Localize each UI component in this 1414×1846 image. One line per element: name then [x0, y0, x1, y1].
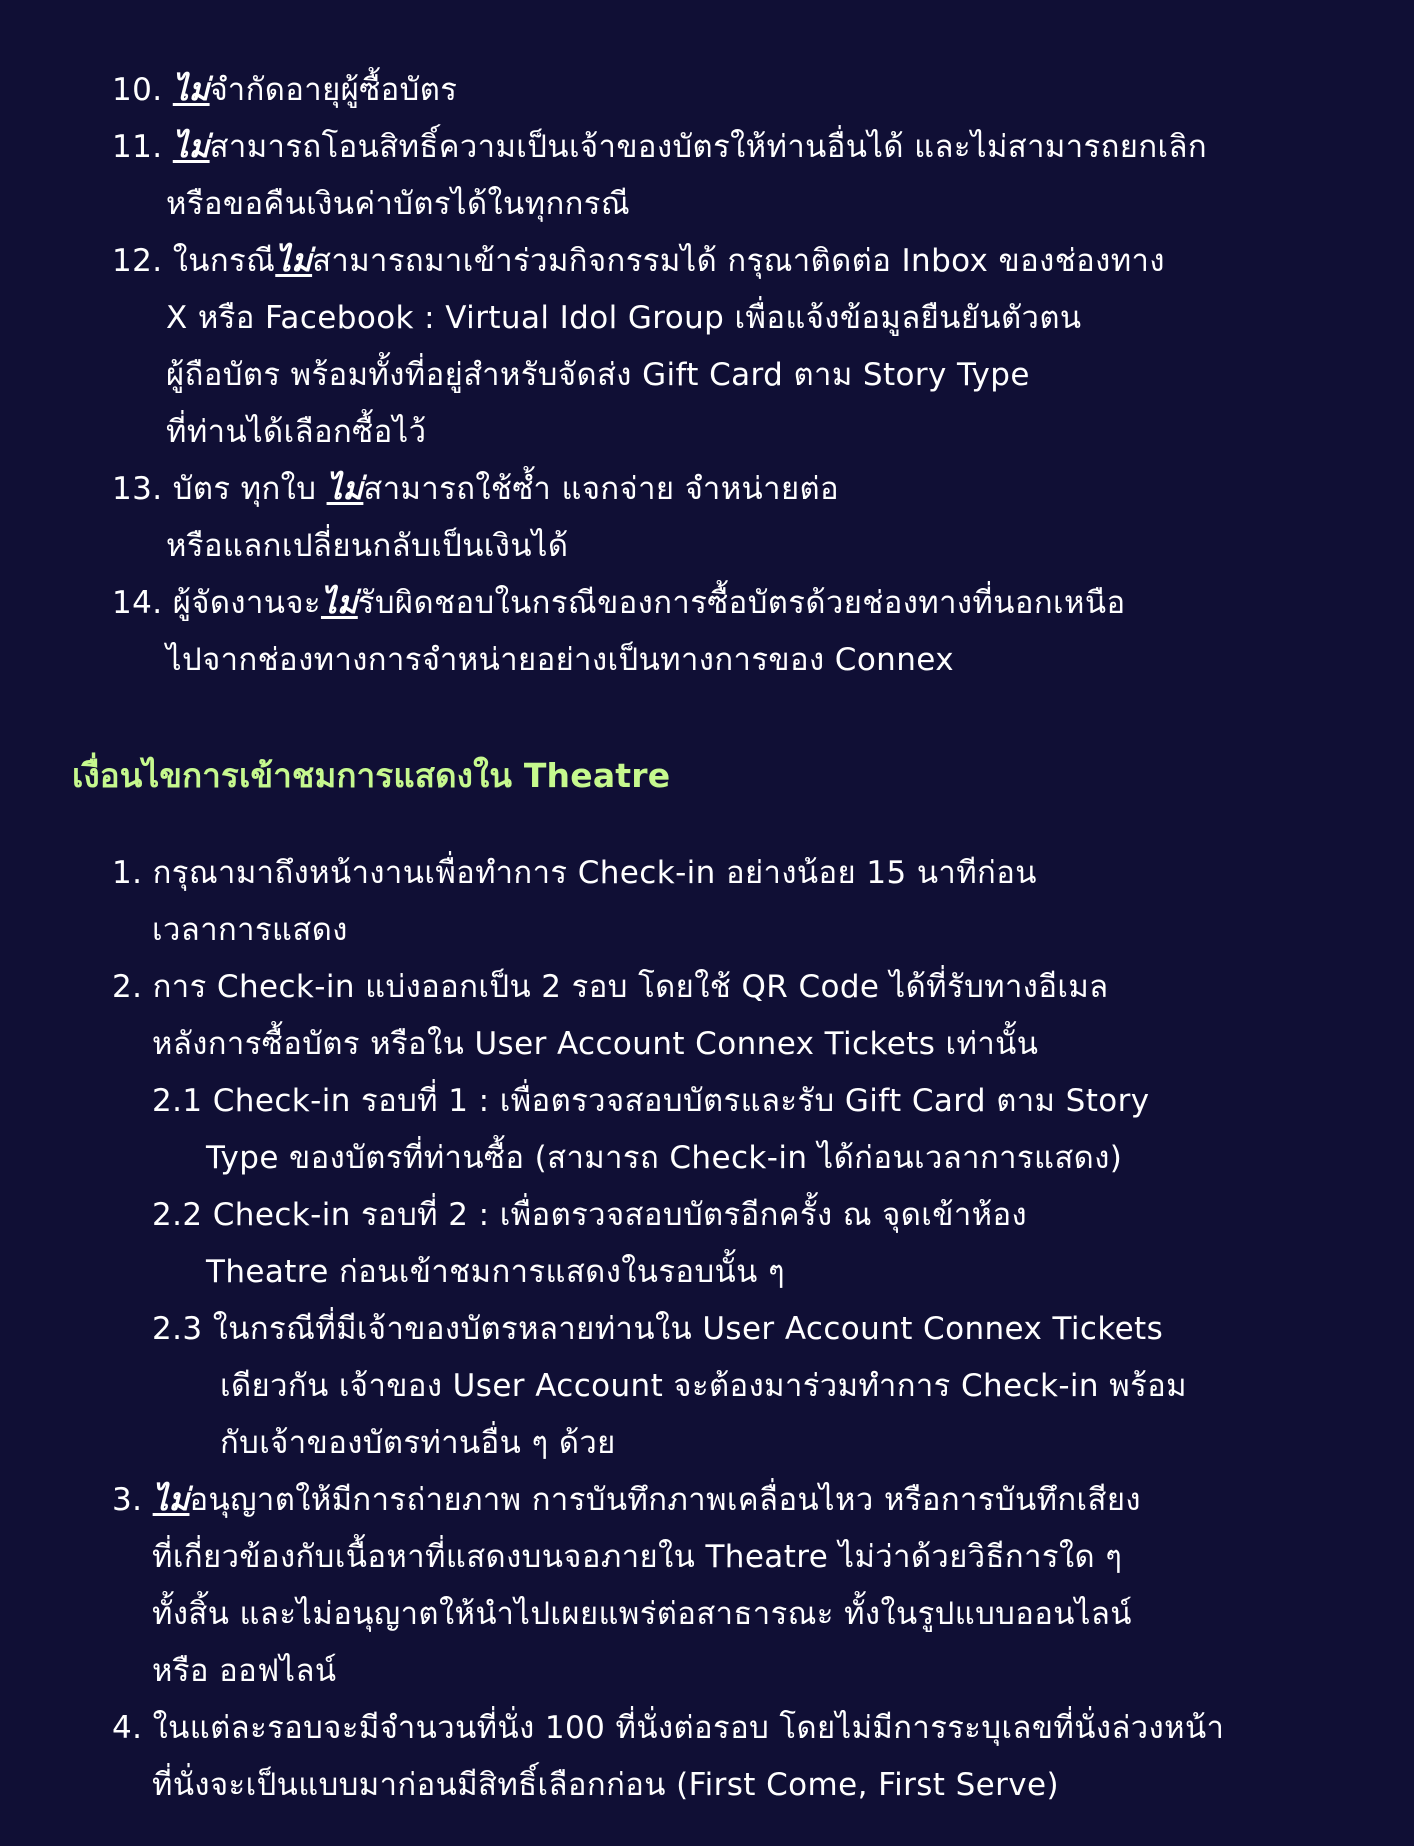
condition-10-number: 10.: [112, 72, 173, 108]
theatre-2-3-line-2: เดียวกัน เจ้าของ User Account จะต้องมาร่วมทำการ Check-in พร้อม: [220, 1368, 1187, 1404]
theatre-2-1-line-1: 2.1 Check-in รอบที่ 1 : เพื่อตรวจสอบบัตรและรับ Gift Card ตาม Story: [152, 1083, 1150, 1119]
theatre-3-line-2: ที่เกี่ยวข้องกับเนื้อหาที่แสดงบนจอภายใน Theatre ไม่ว่าด้วยวิธีการใด ๆ: [152, 1539, 1123, 1575]
condition-12-line-4: ที่ท่านได้เลือกซื้อไว้: [166, 414, 427, 450]
theatre-2-2-line-1: 2.2 Check-in รอบที่ 2 : เพื่อตรวจสอบบัตรอีกครั้ง ณ จุดเข้าห้อง: [152, 1197, 1028, 1233]
theatre-4-line-1: 4. ในแต่ละรอบจะมีจำนวนที่นั่ง 100 ที่นั่งต่อรอบ โดยไม่มีการระบุเลขที่นั่งล่วงหน้า: [112, 1710, 1225, 1746]
condition-12-line-1: [112, 241, 1165, 281]
theatre-1-line-2: เวลาการแสดง: [152, 912, 348, 948]
theatre-2-line-2: หลังการซื้อบัตร หรือใน User Account Connex Tickets เท่านั้น: [152, 1026, 1039, 1062]
condition-13-text: สามารถใช้ซ้ำ แจกจ่าย จำหน่ายต่อ: [363, 471, 840, 507]
emphasis-not: ไม่: [172, 72, 210, 108]
condition-11-number: 11.: [112, 129, 173, 165]
condition-10-line-1: [112, 70, 457, 110]
condition-13-line-1: [112, 469, 839, 509]
theatre-3-number: 3.: [112, 1482, 153, 1518]
condition-14-number: 14. ผู้จัดงานจะ: [112, 585, 321, 621]
theatre-3-line-1: [112, 1480, 1141, 1520]
theatre-3-text: อนุญาตให้มีการถ่ายภาพ การบันทึกภาพเคลื่อนไหว หรือการบันทึกเสียง: [189, 1482, 1141, 1518]
emphasis-not: ไม่: [172, 129, 210, 165]
condition-13-line-2: หรือแลกเปลี่ยนกลับเป็นเงินได้: [166, 528, 569, 564]
theatre-4-line-2: ที่นั่งจะเป็นแบบมาก่อนมีสิทธิ์เลือกก่อน (First Come, First Serve): [152, 1767, 1060, 1803]
condition-14-line-1: [112, 583, 1126, 623]
emphasis-not: ไม่: [275, 243, 313, 279]
condition-12-text: สามารถมาเข้าร่วมกิจกรรมได้ กรุณาติดต่อ Inbox ของช่องทาง: [312, 243, 1165, 279]
condition-12-number: 12. ในกรณี: [112, 243, 276, 279]
condition-10-text: จำกัดอายุผู้ซื้อบัตร: [209, 72, 458, 108]
theatre-3-line-3: ทั้งสิ้น และไม่อนุญาตให้นำไปเผยแพร่ต่อสาธารณะ ทั้งในรูปแบบออนไลน์: [152, 1596, 1132, 1632]
condition-12-line-3: ผู้ถือบัตร พร้อมทั้งที่อยู่สำหรับจัดส่ง Gift Card ตาม Story Type: [166, 357, 1030, 393]
emphasis-not: ไม่: [320, 585, 358, 621]
theatre-2-line-1: 2. การ Check-in แบ่งออกเป็น 2 รอบ โดยใช้ QR Code ได้ที่รับทางอีเมล: [112, 969, 1109, 1005]
theatre-2-1-line-2: Type ของบัตรที่ท่านซื้อ (สามารถ Check-in ได้ก่อนเวลาการแสดง): [206, 1140, 1123, 1176]
condition-13-number: 13. บัตร ทุกใบ: [112, 471, 327, 507]
theatre-2-3-line-3: กับเจ้าของบัตรท่านอื่น ๆ ด้วย: [220, 1425, 616, 1461]
condition-11-text: สามารถโอนสิทธิ์ความเป็นเจ้าของบัตรให้ท่านอื่นได้ และไม่สามารถยกเลิก: [209, 129, 1208, 165]
condition-11-line-2: หรือขอคืนเงินค่าบัตรได้ในทุกกรณี: [166, 186, 631, 222]
condition-14-line-2: ไปจากช่องทางการจำหน่ายอย่างเป็นทางการของ Connex: [166, 642, 954, 678]
theatre-1-line-1: 1. กรุณามาถึงหน้างานเพื่อทำการ Check-in อย่างน้อย 15 นาทีก่อน: [112, 855, 1037, 891]
theatre-2-2-line-2: Theatre ก่อนเข้าชมการแสดงในรอบนั้น ๆ: [206, 1254, 786, 1290]
theatre-3-line-4: หรือ ออฟไลน์: [152, 1653, 337, 1689]
emphasis-not: ไม่: [152, 1482, 190, 1518]
theatre-2-3-line-1: 2.3 ในกรณีที่มีเจ้าของบัตรหลายท่านใน User Account Connex Tickets: [152, 1311, 1164, 1347]
emphasis-not: ไม่: [326, 471, 364, 507]
condition-14-text: รับผิดชอบในกรณีของการซื้อบัตรด้วยช่องทางที่นอกเหนือ: [357, 585, 1126, 621]
condition-11-line-1: [112, 127, 1207, 167]
condition-12-line-2: X หรือ Facebook : Virtual Idol Group เพื่อแจ้งข้อมูลยืนยันตัวตน: [166, 300, 1082, 336]
theatre-section-heading: เงื่อนไขการเข้าชมการแสดงใน Theatre: [72, 756, 671, 795]
